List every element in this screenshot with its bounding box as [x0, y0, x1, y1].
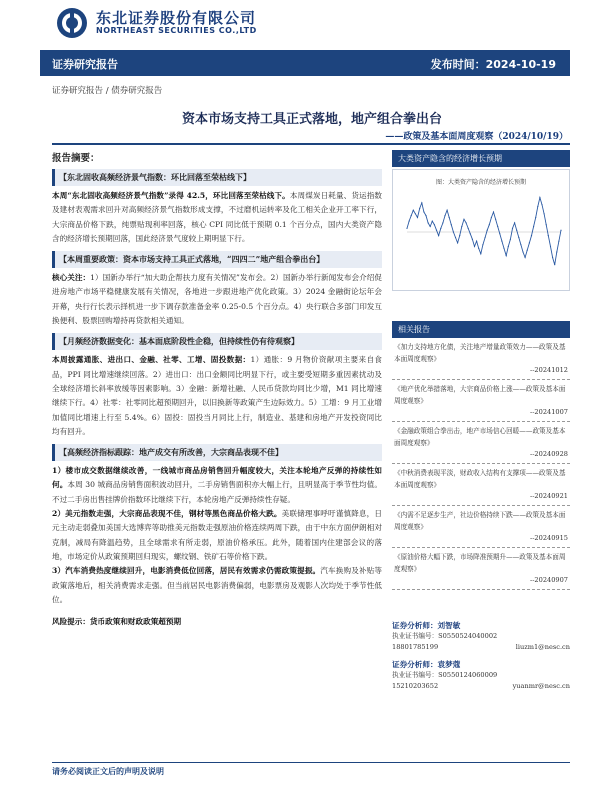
chart-point	[533, 226, 534, 227]
related-report-date: --20240928	[392, 449, 570, 464]
related-report-date: --20241012	[392, 365, 570, 380]
chart-point	[406, 228, 407, 229]
chart-point	[451, 224, 452, 225]
summary-heading: 报告摘要：	[52, 153, 100, 164]
chart-point	[470, 233, 471, 234]
related-report-title[interactable]: 《地产优化举措落地，大宗商品价格上涨——政策及基本面周度观察》	[394, 385, 566, 405]
related-report-date: --20240915	[392, 533, 570, 548]
chart-point	[554, 264, 555, 265]
chart-point	[409, 221, 410, 222]
chart-point	[516, 230, 517, 231]
footer-divider	[52, 762, 570, 763]
chart-point	[531, 235, 532, 236]
chart-series-line	[407, 198, 561, 265]
chart-point	[474, 246, 475, 247]
chart-point	[415, 213, 416, 214]
chart-point	[457, 242, 458, 243]
growth-chart	[392, 169, 570, 291]
chart-point	[489, 224, 490, 225]
report-header	[0, 0, 600, 44]
chart-point	[548, 235, 549, 236]
chart-point	[560, 230, 561, 231]
section-paragraph: 2）美元指数走强，大宗商品表现不佳，钢材等黑色商品价格大跌。美联储理事呼吁谨慎降息，日元主动走弱叠加美国大选博弈等助推美元指数走强原油价格连续两周下跌，由于中东方面伊朗相对克制，减局有降温趋势，且全球需求有所走弱，原油价格承压。此外，随着国内住建部会议的落地，市场定价从政策预期回归现实，螺纹钢、铁矿石等价格下跌。	[52, 509, 383, 561]
chart-point	[472, 239, 473, 240]
chart-point	[463, 219, 464, 220]
chart-point	[411, 215, 412, 216]
chart-point	[501, 241, 502, 242]
chart-point	[508, 246, 509, 247]
section-paragraph: 本周披露通胀、进出口、金融、社零、工增、固投数据：1）通胀：9 月物价资献项主要来自食品，PPI 同比增速继续回落。2）进出口：出口金额同比明显下行，或主要受短期多重因素扰动及全球经济增长斜率放缓等因素影响。3）金融：新增社融、人民币贷款均同比少增，M1 同比增速继续下行。4）社零：社零同比超预期回升，以旧换新等政策产生边际效力。5）工增：9 月工业增加值同比增速上行至 5.4%。6）固投：固投当月同比上行，制造业、基建和房地产开发投资同比均有回升。	[52, 355, 382, 436]
chart-point	[544, 213, 545, 214]
chart-point	[514, 222, 515, 223]
chart-point	[466, 222, 467, 223]
chart-point	[497, 226, 498, 227]
analyst-cert: 执业证书编号：S0550524040002	[392, 632, 498, 640]
chart-point	[506, 255, 507, 256]
section-paragraph: 核心关注：1）国新办举行“加大助企帮扶力度有关情况”发布会。2）国新办举行新闻发布会介绍促进房地产市场平稳健康发展有关情况，各地进一步跟进地产优化政策。3）2024 金融街论坛年会开幕，央行行长表示择机进一步下调存款准备金率 0.25-0.5 个百分点。4）央行联合多部门印发互换便利、股票回购增持再贷款相关通知。	[52, 273, 382, 326]
analyst-name: 证券分析师：刘智敏	[392, 621, 461, 630]
section-paragraph: 3）汽车消费热度继续回升，电影消费低位回落，居民有效需求仍需政策提振。汽车换购及补贴等政策落地后，相关消费需求走强。但当前居民电影消费偏弱，电影票房及观影人次均处于季节性低位。	[52, 566, 383, 604]
chart-point	[461, 226, 462, 227]
section-heading: 【月频经济数据变化：基本面底阶段性企稳，但持续性仍有待观察】	[52, 333, 382, 350]
chart-point	[447, 210, 448, 211]
section-heading: 【高频经济指标跟踪：地产成交有所改善，大宗商品表现不佳】	[52, 444, 382, 461]
chart-point	[487, 230, 488, 231]
related-report-title[interactable]: 《加力支持地方化债，关注地产增量政策效力——政策及基本面周度观察》	[394, 343, 566, 363]
chart-point	[413, 210, 414, 211]
chart-point	[428, 222, 429, 223]
company-name-cn: 东北证券股份有限公司	[96, 9, 257, 27]
chart-point	[430, 226, 431, 227]
related-report-date: --20241007	[392, 407, 570, 422]
chart-point	[417, 217, 418, 218]
section-paragraph: 1）楼市成交数据继续改善，一线城市商品房销售回升幅度较大，关注本轮地产反弹的持续性如何。本周 30 城商品房销售面积波动回升，二手房销售面积亦大幅上行，且明显高于季节性均值。不过二手房出售挂牌价指数环比继续下行，本轮房地产反弹持续性存疑。	[52, 466, 382, 504]
chart-point	[455, 237, 456, 238]
chart-point	[480, 253, 481, 254]
related-report-title[interactable]: 《内需不足逐步生产，社边价格持续下跌——政策及基本面周度观察》	[394, 511, 566, 531]
chart-point	[468, 228, 469, 229]
chart-title: 图：大类资产隐含的经济增长预期	[435, 179, 527, 186]
related-report-title[interactable]: 《原油价格大幅下跌，市场降准预期升——政策及基本面周度观察》	[394, 553, 566, 573]
chart-point	[512, 228, 513, 229]
chart-point	[522, 251, 523, 252]
analyst-email[interactable]: liuzm1@nesc.cn	[515, 643, 570, 651]
chart-point	[518, 237, 519, 238]
growth-chart-svg	[393, 170, 569, 290]
analyst-info	[392, 614, 570, 692]
chart-point	[527, 250, 528, 251]
chart-point	[520, 244, 521, 245]
footer-disclaimer[interactable]: 请务必阅读正文后的声明及说明	[52, 766, 164, 776]
chart-point	[485, 237, 486, 238]
related-report-date: --20240921	[392, 491, 570, 506]
analyst-phone: 15210203652	[392, 682, 439, 690]
chart-point	[440, 228, 441, 229]
chart-point	[541, 204, 542, 205]
company-name-en: NORTHEAST SECURITIES CO.,LTD	[96, 26, 257, 35]
company-logo	[56, 7, 88, 39]
sidebar	[392, 150, 570, 590]
chart-point	[432, 221, 433, 222]
chart-point	[423, 211, 424, 212]
chart-point	[438, 235, 439, 236]
chart-point	[459, 235, 460, 236]
section-paragraph: 本周“东北固收高频经济景气指数”录得 42.5，环比回落至荣枯线下。本周煤炭日耗量、货运指数及建材表观需求回升对高频经济景气指数形成支撑，不过磨机运转率及化工相关企业开工率下行，大宗商品价格下跌，纯票贴现利率回落，核心 CPI 同比低于预期 0.1 个百分点，国内大类资产隐含的经济增长预期回落，国此经济景气度较上期明显下行。	[52, 191, 383, 243]
related-heading: 相关报告	[392, 321, 570, 338]
related-report-title[interactable]: 《金融政策组合拳出击，地产市场信心回暖——政策及基本面周度观察》	[394, 427, 566, 447]
analyst-phone: 18801785199	[392, 643, 439, 651]
chart-point	[482, 244, 483, 245]
chart-point	[444, 215, 445, 216]
report-subtitle: ——政策及基本面周度观察（2024/10/19）	[385, 132, 568, 142]
chart-point	[552, 257, 553, 258]
chart-point	[436, 230, 437, 231]
chart-point	[453, 231, 454, 232]
chart-point	[510, 239, 511, 240]
chart-point	[529, 242, 530, 243]
chart-point	[425, 215, 426, 216]
chart-point	[495, 219, 496, 220]
breadcrumb: 证券研究报告 / 债券研究报告	[52, 86, 163, 96]
chart-point	[476, 241, 477, 242]
chart-series	[406, 197, 561, 265]
chart-point	[499, 233, 500, 234]
chart-point	[546, 224, 547, 225]
chart-point	[442, 222, 443, 223]
chart-point	[539, 197, 540, 198]
publish-time: 发布时间：2024-10-19	[430, 58, 556, 71]
chart-point	[419, 208, 420, 209]
analyst-name: 证券分析师：袁梦蔻	[392, 660, 461, 669]
chart-point	[556, 251, 557, 252]
chart-point	[493, 211, 494, 212]
chart-point	[503, 248, 504, 249]
chart-point	[537, 206, 538, 207]
analyst-email[interactable]: yuanmr@nesc.cn	[512, 682, 570, 690]
report-type-bar	[40, 50, 570, 76]
section-heading: 【本周重要政策：资本市场支持工具正式落地，“四四二”地产组合拳出台】	[52, 251, 382, 268]
chart-heading: 大类资产隐含的经济增长预期	[392, 150, 570, 167]
risk-warning: 风险提示：货币政策和财政政策超预期	[52, 617, 182, 627]
report-title: 资本市场支持工具正式落地，地产组合拳出台	[181, 112, 442, 127]
chart-point	[491, 217, 492, 218]
chart-point	[550, 246, 551, 247]
section-heading: 【东北固收高频经济景气指数：环比回落至荣枯线下】	[52, 169, 382, 186]
report-type-label: 证券研究报告	[52, 58, 118, 71]
analyst-cert: 执业证书编号：S0550124060009	[392, 671, 498, 679]
chart-point	[535, 217, 536, 218]
chart-point	[434, 224, 435, 225]
chart-point	[421, 202, 422, 203]
chart-point	[525, 257, 526, 258]
related-reports	[392, 321, 570, 590]
chart-point	[558, 241, 559, 242]
related-report-title[interactable]: 《中秋消费表现平淡，财政收入结构有支撑项——政策及基本面周度观察》	[394, 469, 566, 489]
chart-point	[478, 248, 479, 249]
related-report-date: --20240907	[392, 575, 570, 590]
title-divider	[52, 143, 570, 145]
chart-point	[449, 217, 450, 218]
summary-column	[52, 150, 382, 629]
